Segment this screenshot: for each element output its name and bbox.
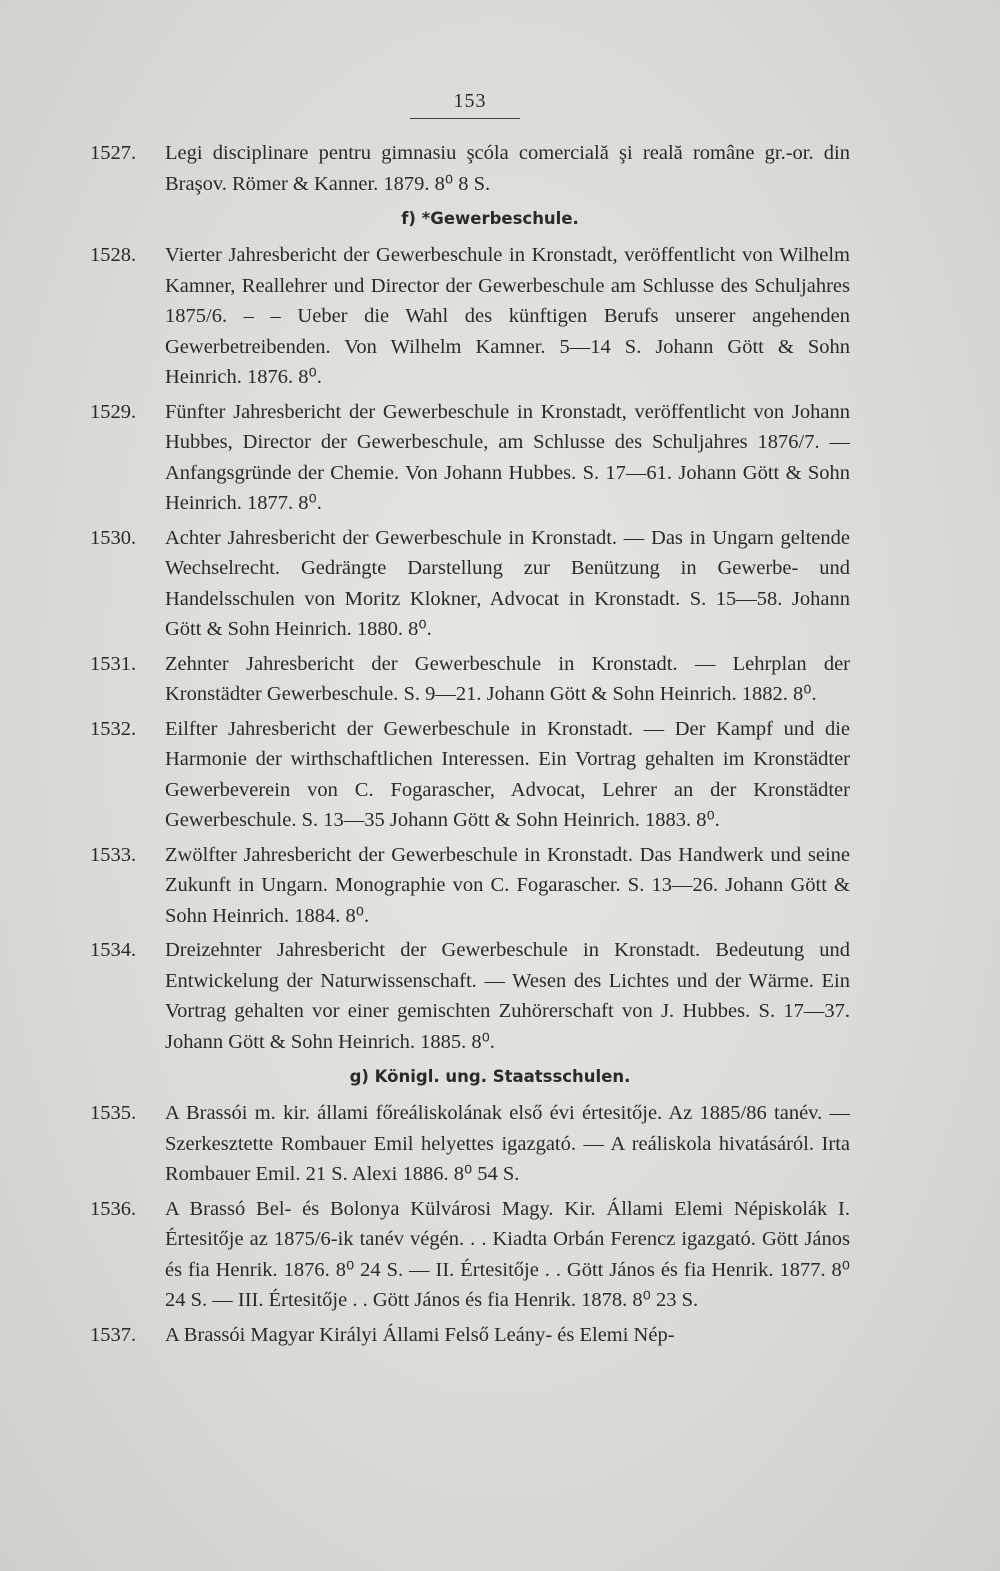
bibliography-entry [90,840,850,932]
entry-text: Achter Jahresbericht der Gewerbeschule in Kronstadt. — Das in Ungarn geltende Wechselrecht. Gedrängte Darstellung zur Benützung in Gewerbe- und Handelsschulen von Moritz Klokner, Advocat in Kronstadt. S. 15—58. Johann Gött & Sohn Heinrich. 1880. 8⁰. [165,526,850,640]
entry-number: 1536. [90,1197,137,1220]
entry-text: A Brassói m. kir. állami főreáliskolának első évi értesitője. Az 1885/86 tanév. — Szerkesztette Rombauer Emil helyettes igazgató. — A reáliskola hivatásáról. Irta Rombauer Emil. 21 S. Alexi 1886. 8⁰ 54 S. [165,1102,850,1185]
entry-text: Eilfter Jahresbericht der Gewerbeschule in Kronstadt. — Der Kampf und die Harmonie der wirthschaftlichen Interessen. Ein Vortrag gehalten im Kronstädter Gewerbeverein von C. Fogarascher, Advocat, Lehrer an der Kronstädter Gewerbeschule. S. 13—35 Johann Gött & Sohn Heinrich. 1883. 8⁰. [165,717,850,831]
entry-text: Zwölfter Jahresbericht der Gewerbeschule in Kronstadt. Das Handwerk und seine Zukunft in Ungarn. Monographie von C. Fogarascher. S. 13—26. Johann Gött & Sohn Heinrich. 1884. 8⁰. [165,843,850,927]
page-number: 153 [453,90,487,112]
entry-number: 1537. [90,1323,137,1346]
section-heading: f) *Gewerbeschule. [401,209,579,228]
bibliography-entry [90,397,850,519]
bibliography-entry [90,1320,850,1351]
entry-text: Dreizehnter Jahresbericht der Gewerbeschule in Kronstadt. Bedeutung und Entwickelung der Naturwissenschaft. — Wesen des Lichtes und der Wärme. Ein Vortrag gehalten vor einer gemischten Zuhörerschaft von J. Hubbes. S. 17—37. Johann Gött & Sohn Heinrich. 1885. 8⁰. [165,939,850,1053]
entry-number: 1535. [90,1102,137,1124]
entry-text: Vierter Jahresbericht der Gewerbeschule in Kronstadt, veröffentlicht von Wilhelm Kamner, Reallehrer und Director der Gewerbeschule am Schlusse des Schuljahres 1875/6. – – Ueber die Wahl des künftigen Berufs unserer angehenden Gewerbetreibenden. Von Wilhelm Kamner. 5—14 S. Johann Gött & Sohn Heinrich. 1876. 8⁰. [165,244,850,388]
entry-number: 1530. [90,526,137,549]
entry-number: 1531. [90,652,137,675]
entry-text: Fünfter Jahresbericht der Gewerbeschule in Kronstadt, veröffentlicht von Johann Hubbes, Director der Gewerbeschule, am Schlusse des Schuljahres 1876/7. — Anfangsgründe der Chemie. Von Johann Hubbes. S. 17—61. Johann Gött & Sohn Heinrich. 1877. 8⁰. [165,400,850,514]
entry-number: 1527. [90,142,137,164]
bibliography-entry [90,714,850,836]
entry-number: 1533. [90,843,137,866]
bibliography-entry [90,1194,850,1316]
section-heading: g) Königl. ung. Staatsschulen. [349,1067,631,1086]
bibliography-entry [90,138,850,199]
entry-number: 1532. [90,717,137,740]
bibliography-entry [90,523,850,645]
entry-text: Zehnter Jahresbericht der Gewerbeschule in Kronstadt. — Lehrplan der Kronstädter Gewerbeschule. S. 9—21. Johann Gött & Sohn Heinrich. 1882. 8⁰. [165,652,850,705]
entry-text: Legi disciplinare pentru gimnasiu şcóla comercială şi reală române gr.-or. din Braşov. Römer & Kanner. 1879. 8⁰ 8 S. [165,142,850,195]
entry-number: 1529. [90,400,137,423]
entry-text: A Brassó Bel- és Bolonya Külvárosi Magy. Kir. Állami Elemi Népiskolák I. Értesitője az 1875/6-ik tanév végén. . . Kiadta Orbán Ferencz igazgató. Gött János és fia Henrik. 1876. 8⁰ 24 S. — II. Értesitője . . Gött János és fia Henrik. 1877. 8⁰ 24 S. — III. Értesitője . . Gött János és fia Henrik. 1878. 8⁰ 23 S. [165,1197,850,1311]
entry-number: 1528. [90,244,137,266]
bibliography-entry [90,649,850,710]
page-number-rule [410,118,520,119]
bibliography-entry [90,935,850,1057]
bibliography-list [90,138,850,1354]
bibliography-entry [90,1098,850,1190]
bibliography-entry [90,240,850,393]
entry-text: A Brassói Magyar Királyi Állami Felső Leány- és Elemi Nép- [165,1323,675,1346]
entry-number: 1534. [90,939,137,961]
